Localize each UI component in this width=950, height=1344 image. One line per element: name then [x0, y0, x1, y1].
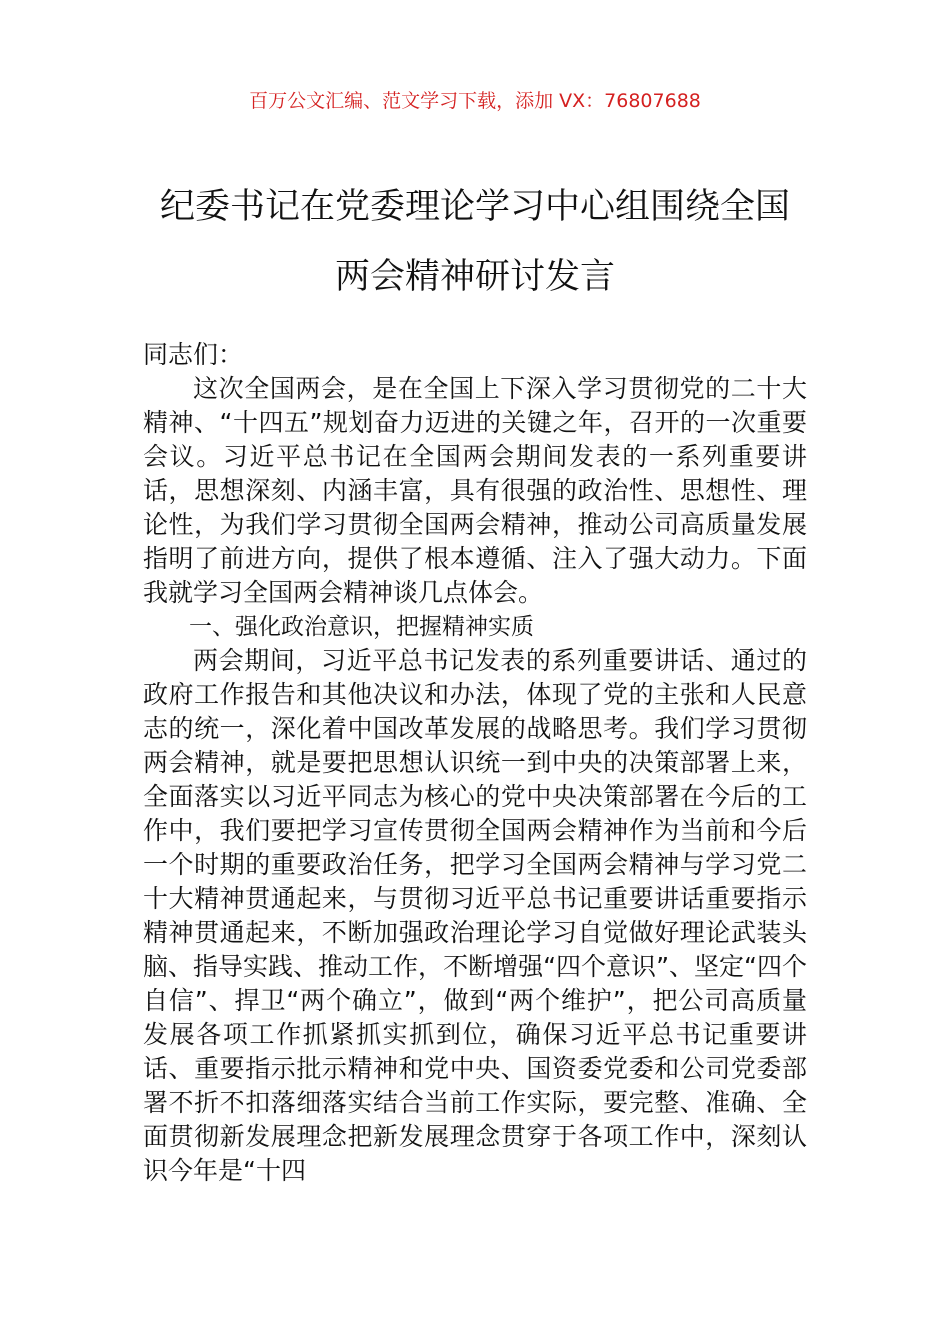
title-line-2: 两会精神研讨发言 [334, 257, 615, 297]
document-title [100, 172, 850, 312]
watermark-banner: 百万公文汇编、范文学习下载，添加 VX：76807688 [249, 90, 701, 112]
title-line-1: 纪委书记在党委理论学习中心组围绕全国 [159, 187, 790, 227]
salutation: 同志们： [143, 340, 244, 369]
paragraph-section-1: 两会期间，习近平总书记发表的系列重要讲话、通过的政府工作报告和其他决议和办法，体现了党的主张和人民意志的统一，深化着中国改革发展的战略思考。我们学习贯彻两会精神，就是要把思想认识统一到中央的决策部署上来，全面落实以习近平同志为核心的党中央决策部署在今后的工作中，我们要把学习宣传贯彻全国两会精神作为当前和今后一个时期的重要政治任务，把学习全国两会精神与学习党二十大精神贯通起来，与贯彻习近平总书记重要讲话重要指示精神贯通起来，不断加强政治理论学习自觉做好理论武装头脑、指导实践、推动工作，不断增强“四个意识”、坚定“四个自信”、捍卫“两个确立”，做到“两个维护”，把公司高质量发展各项工作抓紧抓实抓到位，确保习近平总书记重要讲话、重要指示批示精神和党中央、国资委党委和公司党委部署不折不扣落细落实结合当前工作实际，要完整、准确、全面贯彻新发展理念把新发展理念贯穿于各项工作中，深刻认识今年是“十四 [143, 646, 807, 1185]
paragraph-intro: 这次全国两会，是在全国上下深入学习贯彻党的二十大精神、“十四五”规划奋力迈进的关键之年，召开的一次重要会议。习近平总书记在全国两会期间发表的一系列重要讲话，思想深刻、内涵丰富，具有很强的政治性、思想性、理论性，为我们学习贯彻全国两会精神，推动公司高质量发展指明了前进方向，提供了根本遵循、注入了强大动力。下面我就学习全国两会精神谈几点体会。 [143, 374, 807, 607]
section-heading-1: 一、强化政治意识，把握精神实质 [189, 614, 534, 640]
document-body [143, 338, 807, 1188]
